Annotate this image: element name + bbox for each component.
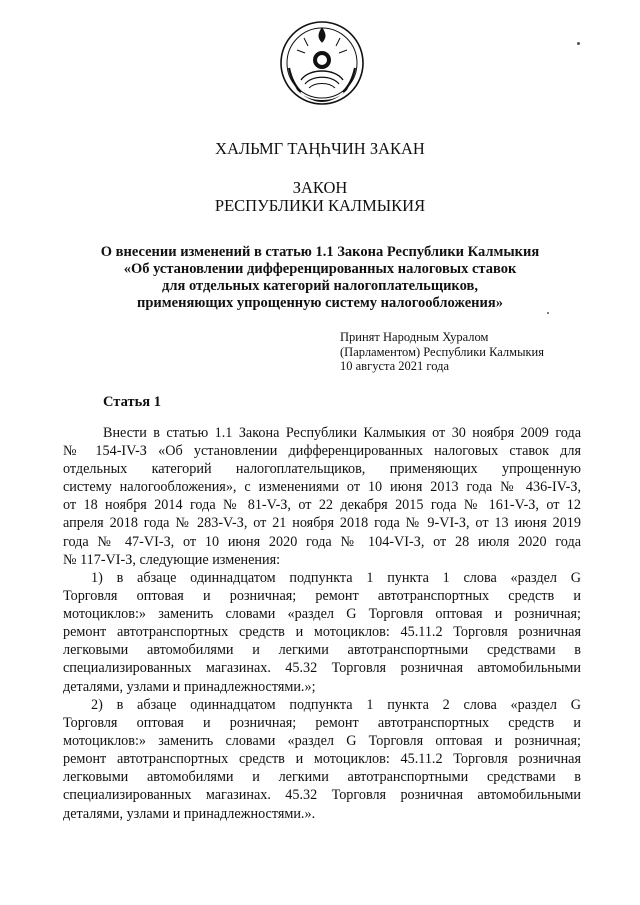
paragraph-line: № 117-VI-З, следующие изменения: <box>63 551 281 568</box>
adoption-note <box>340 330 544 374</box>
item-line: легковыми автомобилями и легкими автотранспортными средствами в <box>63 769 581 786</box>
republic-heading: РЕСПУБЛИКИ КАЛМЫКИЯ <box>214 196 426 215</box>
adoption-line: Принят Народным Хуралом <box>340 330 489 344</box>
scan-speck <box>547 312 549 314</box>
intro-paragraph <box>63 424 581 569</box>
item-line: деталями, узлами и принадлежностями.». <box>63 805 316 822</box>
law-title-line: «Об установлении дифференцированных налоговых ставок <box>123 261 517 277</box>
paragraph-line: года № 47-VI-З, от 10 июня 2020 года № 104-VI-З, от 28 июля 2020 года <box>63 533 581 550</box>
amendment-item-2 <box>63 696 581 823</box>
law-title-line: О внесении изменений в статью 1.1 Закона Республики Калмыкия <box>100 244 540 260</box>
article-heading: Статья 1 <box>103 394 161 410</box>
paragraph-line: Внести в статью 1.1 Закона Республики Калмыкия от 30 ноября 2009 года <box>103 425 581 441</box>
scan-speck <box>577 42 580 45</box>
adoption-line: (Парламентом) Республики Калмыкия <box>340 344 544 359</box>
law-title <box>0 244 640 312</box>
item-line: 2) в абзаце одиннадцатом подпункта 1 пункта 2 слова «раздел G <box>91 697 581 713</box>
item-line: Торговля оптовая и розничная; ремонт автотранспортных средств и <box>63 588 581 605</box>
amendment-item-1 <box>63 569 581 696</box>
item-line: специализированных магазинах. 45.32 Торговля розничная автомобильными <box>63 660 581 677</box>
kalmykia-emblem-icon <box>279 20 365 106</box>
item-line: специализированных магазинах. 45.32 Торговля розничная автомобильными <box>63 787 581 804</box>
item-line: мотоциклов:» заменить словами «раздел G Торговля оптовая и розничная; <box>63 606 581 623</box>
paragraph-line: отдельных категорий налогоплательщиков, применяющих упрощенную <box>63 461 581 478</box>
paragraph-line: от 18 ноября 2014 года № 81-V-З, от 22 декабря 2015 года № 161-V-З, от 12 <box>63 497 581 514</box>
paragraph-line: апреля 2018 года № 283-V-З, от 21 ноября 2018 года № 9-VI-З, от 13 июня 2019 <box>63 515 581 532</box>
kalmyk-title: ХАЛЬМГ ТАҢҺЧИН ЗАКАН <box>215 139 425 158</box>
law-title-line: для отдельных категорий налогоплательщиков, <box>162 278 478 294</box>
item-line: ремонт автотранспортных средств и мотоциклов: 45.11.2 Торговля розничная <box>63 751 581 768</box>
item-line: Торговля оптовая и розничная; ремонт автотранспортных средств и <box>63 715 581 732</box>
law-title-line: применяющих упрощенную систему налогообложения» <box>137 295 503 311</box>
item-line: легковыми автомобилями и легкими автотранспортными средствами в <box>63 642 581 659</box>
item-line: 1) в абзаце одиннадцатом подпункта 1 пункта 1 слова «раздел G <box>91 570 581 586</box>
item-line: мотоциклов:» заменить словами «раздел G Торговля оптовая и розничная; <box>63 733 581 750</box>
paragraph-line: систему налогообложения», с изменениями от 10 июня 2013 года № 436-IV-З, <box>63 479 581 496</box>
item-line: ремонт автотранспортных средств и мотоциклов: 45.11.2 Торговля розничная <box>63 624 581 641</box>
law-heading: ЗАКОН <box>292 178 348 197</box>
paragraph-line: № 154-IV-З «Об установлении дифференцированных налоговых ставок для <box>63 443 581 460</box>
adoption-date: 10 августа 2021 года <box>340 359 450 373</box>
item-line: деталями, узлами и принадлежностями.»; <box>63 678 316 695</box>
